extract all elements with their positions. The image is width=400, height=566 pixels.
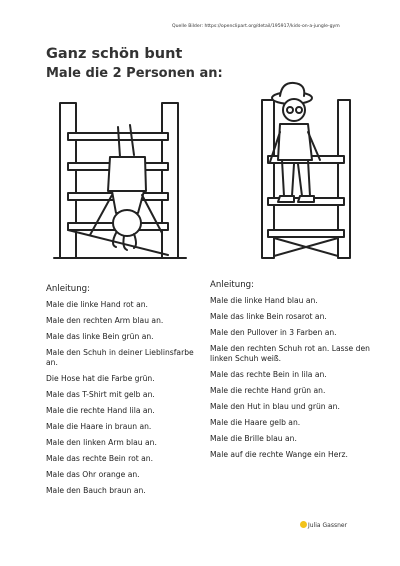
left-instruction-item: Male das Ohr orange an. — [46, 470, 140, 479]
right-instruction-item: Male das linke Bein rosarot an. — [210, 312, 327, 321]
right-instruction-item: Male den rechten Schuh rot an. Lasse den linken Schuh weiß. — [210, 344, 370, 363]
left-instruction-item: Male das linke Bein grün an. — [46, 332, 154, 341]
author-name: Julia Gassner — [308, 522, 348, 529]
right-instruction-item: Male den Hut in blau und grün an. — [210, 402, 340, 411]
image-source-note: Quelle Bilder: https://openclipart.org/detail/195917/kids-on-a-jungle-gym — [172, 24, 340, 29]
left-instruction-item: Male den Bauch braun an. — [46, 486, 146, 495]
right-instruction-item: Male die rechte Hand grün an. — [210, 386, 326, 395]
page-title: Ganz schön bunt — [46, 46, 183, 62]
right-instruction-item: Male die Brille blau an. — [210, 434, 297, 443]
right-instruction-item: Male den Pullover in 3 Farben an. — [210, 328, 337, 337]
left-instruction-item: Male die linke Hand rot an. — [46, 300, 148, 309]
right-instructions-heading: Anleitung: — [210, 280, 255, 290]
page-subtitle: Male die 2 Personen an: — [46, 66, 223, 81]
sitting-child-with-hat-drawing — [210, 80, 360, 260]
author-credit — [300, 521, 347, 529]
left-instruction-item: Male den rechten Arm blau an. — [46, 316, 164, 325]
left-instruction-item: Male das rechte Bein rot an. — [46, 454, 154, 463]
left-instruction-item: Male die Haare in braun an. — [46, 422, 152, 431]
smiley-icon — [300, 521, 307, 528]
left-instruction-item: Male das T-Shirt mit gelb an. — [46, 390, 155, 399]
left-instruction-item: Male den linken Arm blau an. — [46, 438, 157, 447]
right-instruction-item: Male das rechte Bein in lila an. — [210, 370, 327, 379]
right-instruction-item: Male die Haare gelb an. — [210, 418, 301, 427]
right-instruction-item: Male die linke Hand blau an. — [210, 296, 318, 305]
right-instruction-item: Male auf die rechte Wange ein Herz. — [210, 450, 348, 459]
left-instruction-item: Die Hose hat die Farbe grün. — [46, 374, 155, 383]
right-instructions — [210, 280, 370, 466]
left-instructions-heading: Anleitung: — [46, 284, 91, 294]
left-instruction-item: Male die rechte Hand lila an. — [46, 406, 155, 415]
left-instructions — [46, 284, 206, 502]
upside-down-child-drawing — [50, 95, 190, 265]
left-instruction-item: Male den Schuh in deiner Lieblinsfarbe an. — [46, 348, 194, 367]
